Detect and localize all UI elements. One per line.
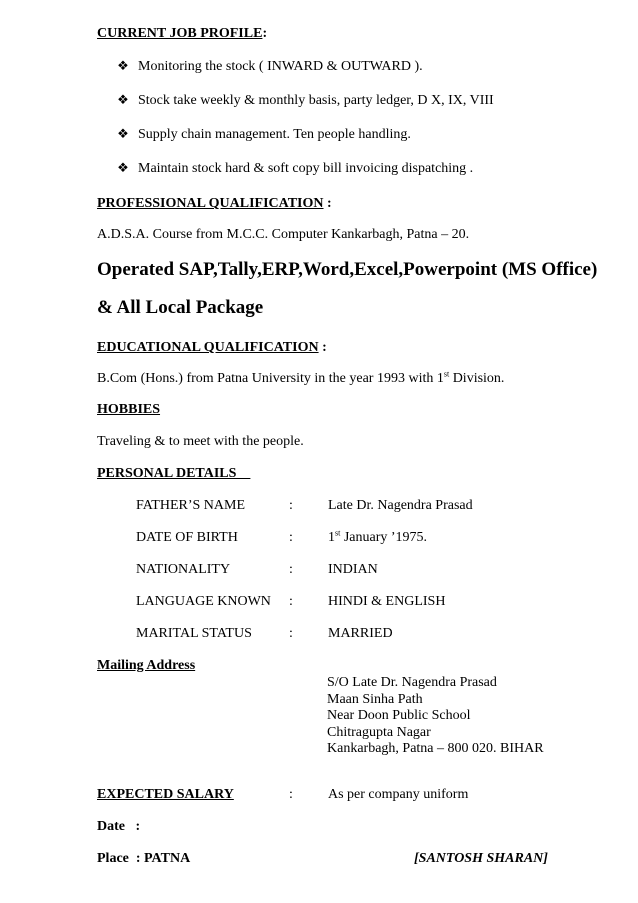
professional-text: A.D.S.A. Course from M.C.C. Computer Kankarbagh, Patna – 20. xyxy=(97,227,470,242)
job-bullet-text: Supply chain management. Ten people handling. xyxy=(138,127,411,142)
mailing-line: S/O Late Dr. Nagendra Prasad xyxy=(327,675,497,690)
educational-text-end: Division. xyxy=(449,371,505,386)
personal-separator: : xyxy=(289,562,293,577)
job-bullet-text: Stock take weekly & monthly basis, party ledger, D X, IX, VIII xyxy=(138,93,494,108)
personal-value xyxy=(328,498,473,514)
personal-separator: : xyxy=(289,594,293,609)
professional-colon: : xyxy=(323,196,332,211)
educational-heading: EDUCATIONAL QUALIFICATION xyxy=(97,340,319,355)
diamond-bullet-icon: ❖ xyxy=(117,58,129,73)
personal-value-text: 1 xyxy=(328,530,335,545)
current-job-heading: CURRENT JOB PROFILE xyxy=(97,26,263,41)
educational-text-main: B.Com (Hons.) from Patna University in the year 1993 with 1 xyxy=(97,371,444,386)
software-skills-line1: Operated SAP,Tally,ERP,Word,Excel,Powerpoint (MS Office) xyxy=(97,259,598,280)
personal-value-text: INDIAN xyxy=(328,562,378,577)
personal-label: DATE OF BIRTH xyxy=(136,530,238,545)
software-skills-line2: & All Local Package xyxy=(97,297,264,318)
mailing-line: Chitragupta Nagar xyxy=(327,724,431,740)
personal-value-text: MARRIED xyxy=(328,626,393,641)
salary-value: As per company uniform xyxy=(328,787,469,802)
job-bullet-text: Maintain stock hard & soft copy bill invoicing dispatching . xyxy=(138,161,474,176)
personal-separator: : xyxy=(289,498,293,513)
mailing-address-block xyxy=(327,675,544,758)
personal-value xyxy=(328,626,393,642)
place-label: Place : PATNA xyxy=(97,851,191,866)
job-bullet-item xyxy=(116,126,411,143)
mailing-line: Kankarbagh, Patna – 800 020. BIHAR xyxy=(327,741,544,756)
job-bullet-item xyxy=(116,58,423,75)
mailing-line: Near Doon Public School xyxy=(327,708,471,723)
educational-colon: : xyxy=(318,340,327,355)
diamond-bullet-icon: ❖ xyxy=(117,126,129,141)
educational-heading-line xyxy=(97,338,327,356)
personal-value xyxy=(328,562,378,578)
educational-text xyxy=(97,371,504,387)
mailing-heading: Mailing Address xyxy=(97,658,196,673)
personal-label: FATHER’S NAME xyxy=(136,498,246,513)
hobbies-heading: HOBBIES xyxy=(97,402,161,417)
personal-value-text: Late Dr. Nagendra Prasad xyxy=(328,498,473,513)
personal-value-text: HINDI & ENGLISH xyxy=(328,594,446,609)
personal-label: NATIONALITY xyxy=(136,562,231,577)
personal-separator: : xyxy=(289,530,293,545)
current-job-heading-line xyxy=(97,24,267,42)
date-label: Date : xyxy=(97,819,141,834)
job-bullet-item xyxy=(116,92,494,109)
personal-heading: PERSONAL DETAILS xyxy=(97,466,251,481)
job-bullet-item xyxy=(116,160,473,177)
personal-label: LANGUAGE KNOWN xyxy=(136,594,271,609)
personal-value xyxy=(328,530,427,546)
current-job-colon: : xyxy=(262,26,268,41)
professional-heading-line xyxy=(97,194,332,212)
mailing-line: Maan Sinha Path xyxy=(327,691,423,707)
salary-separator: : xyxy=(289,787,293,802)
personal-value-superscript: st xyxy=(335,528,341,538)
diamond-bullet-icon: ❖ xyxy=(117,92,129,107)
personal-value-text-end: January ’1975. xyxy=(340,530,428,545)
educational-superscript: st xyxy=(443,369,450,379)
job-bullet-text: Monitoring the stock ( INWARD & OUTWARD ). xyxy=(138,59,423,74)
hobbies-text: Traveling & to meet with the people. xyxy=(97,434,304,449)
personal-label: MARITAL STATUS xyxy=(136,626,252,641)
signature-name: [SANTOSH SHARAN] xyxy=(414,851,548,866)
professional-heading: PROFESSIONAL QUALIFICATION xyxy=(97,196,324,211)
personal-value xyxy=(328,594,445,610)
personal-separator: : xyxy=(289,626,293,641)
salary-heading: EXPECTED SALARY xyxy=(97,787,234,802)
diamond-bullet-icon: ❖ xyxy=(117,160,129,175)
